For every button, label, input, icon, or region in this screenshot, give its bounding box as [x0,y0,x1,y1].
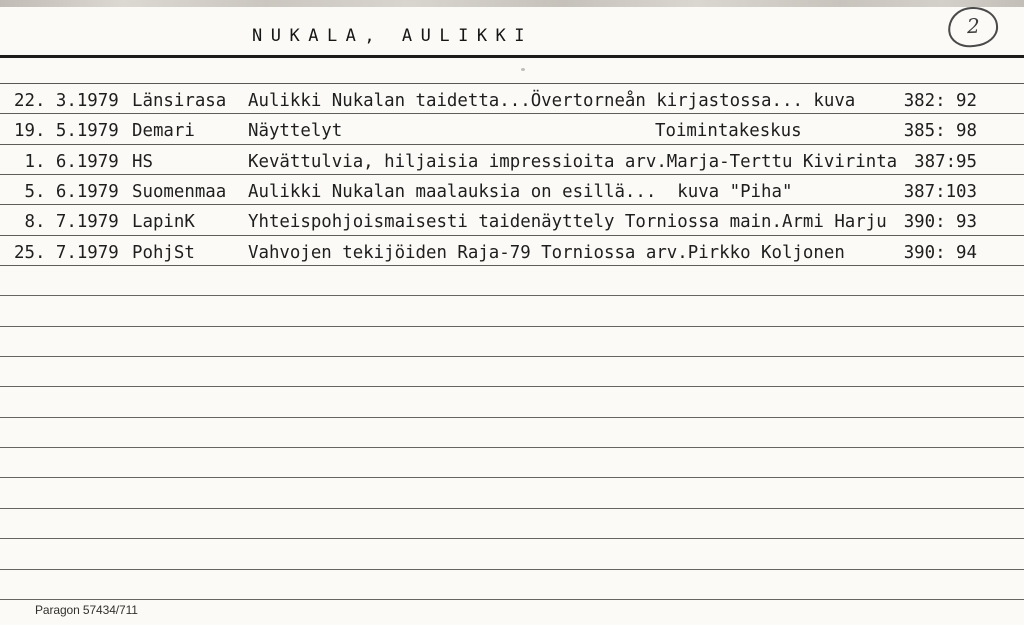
row-date: 25. 7.1979 [14,242,119,263]
row-date: 22. 3.1979 [14,90,119,111]
row-source: Suomenmaa [132,181,227,202]
row-text [248,181,904,202]
row-text-secondary: Toimintakeskus [655,121,802,142]
blank-row [0,327,1024,357]
page-number-badge [946,5,999,49]
blank-row [0,478,1024,508]
row-text-main: Näyttelyt [248,121,343,142]
row-date: 19. 5.1979 [14,121,119,142]
row-source: HS [132,151,153,172]
row-ref: 385: 98 [903,121,977,142]
row-ref: 387:103 [903,181,977,202]
blank-row [0,418,1024,448]
blank-row [0,448,1024,478]
table-row [0,205,1024,235]
row-date: 8. 7.1979 [14,212,119,233]
row-source: Länsirasa [132,90,227,111]
table-row [0,236,1024,266]
row-date: 5. 6.1979 [14,181,119,202]
row-text-main: Yhteispohjoismaisesti taidenäyttely Torniossa main.Armi Harju [248,212,887,233]
scan-speck [521,68,525,71]
row-text-main: Aulikki Nukalan maalauksia on esillä... kuva "Piha" [248,181,793,202]
row-text-main: Aulikki Nukalan taidetta...Övertorneån kirjastossa... kuva [248,90,856,111]
scan-edge-artifact [0,0,1024,7]
row-text [248,214,904,231]
row-ref: 387:95 [914,151,977,172]
row-text [248,90,904,111]
blank-row [0,357,1024,387]
card-rows [0,83,1024,600]
blank-row [0,266,1024,296]
blank-row [0,387,1024,417]
row-text [248,123,904,140]
row-source: LapinK [132,212,195,233]
blank-row [0,296,1024,326]
table-row [0,84,1024,114]
page-number: 2 [966,13,980,39]
row-ref: 390: 94 [903,242,977,263]
blank-row [0,509,1024,539]
blank-row [0,539,1024,569]
table-row [0,145,1024,175]
card-title: NUKALA, AULIKKI [252,26,534,46]
blank-row [0,570,1024,600]
row-date: 1. 6.1979 [14,151,119,172]
row-source: Demari [132,121,195,142]
row-text [248,242,904,263]
row-text [248,151,914,172]
row-ref: 382: 92 [903,90,977,111]
card-stock-label: Paragon 57434/711 [35,603,138,617]
row-ref: 390: 93 [903,212,977,233]
row-text-main: Vahvojen tekijöiden Raja-79 Torniossa arv.Pirkko Koljonen [248,242,845,263]
row-text-main: Kevättulvia, hiljaisia impressioita arv.Marja-Terttu Kivirinta [248,151,898,172]
header-rule [0,55,1024,58]
table-row [0,114,1024,144]
row-source: PohjSt [132,242,195,263]
table-row [0,175,1024,205]
